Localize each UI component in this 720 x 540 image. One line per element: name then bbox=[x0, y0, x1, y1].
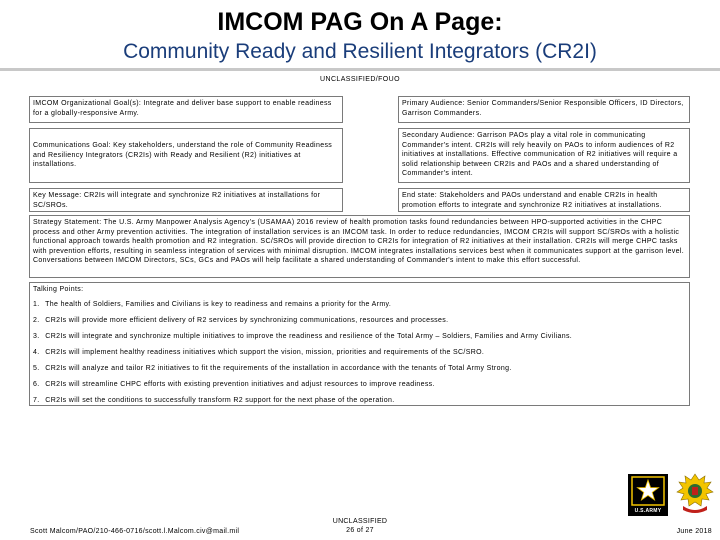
end-state-box: End state: Stakeholders and PAOs understand and enable CR2Is in health promotion efforts to integrate and synchronize R2 initiatives at installations. bbox=[398, 188, 690, 212]
footer-classification: UNCLASSIFIED bbox=[332, 518, 388, 525]
communications-goal-box: Communications Goal: Key stakeholders, understand the role of Community Readiness and Resiliency Integrators (CR2Is) with Ready and Resilient (R2) initiatives at installations. bbox=[29, 128, 343, 183]
army-logo-text: U.S.ARMY bbox=[634, 508, 662, 514]
crest-icon bbox=[675, 472, 715, 516]
strategy-statement-box: Strategy Statement: The U.S. Army Manpower Analysis Agency's (USAMAA) 2016 review of health promotion tasks found redundancies between HPO-supported activities in the CHPC process and other Army prevention activities. The integration of installation services is an IMCOM task. In order to reduce redundancies, IMCOM CR2Is will support SC/SROs with a holistic functional approach towards health promotion and R2 integration. SC/SROs will provide direction to CR2Is for integration of R2 initiatives at their installation. CR2Is will merge CHPC tasks with prevention efforts, resulting in seamless integration of services with minimal disruption. IMCOM integrates installations services best when it communicates support at the garrison level. Conversations between IMCOM Directors, SCs, GCs and PAOs will help facilitate a shared understanding of Commander's intent to make this effort successful. bbox=[29, 215, 690, 278]
talking-point-number: 5. bbox=[33, 364, 40, 372]
army-star-icon bbox=[628, 474, 668, 508]
header-divider bbox=[0, 68, 720, 71]
footer-contact: Scott Malcom/PAO/210-466-0716/scott.l.Malcom.civ@mail.mil bbox=[30, 528, 240, 535]
classification-marking: UNCLASSIFIED/FOUO bbox=[320, 76, 400, 83]
talking-point-text: CR2Is will integrate and synchronize multiple initiatives to improve the readiness and resilience of the Total Army – Soldiers, Families and Army Civilians. bbox=[45, 332, 573, 340]
talking-point-text: CR2Is will provide more efficient delivery of R2 services by synchronizing communications, resources and processes. bbox=[45, 316, 449, 324]
talking-point-number: 3. bbox=[33, 332, 40, 340]
talking-point-number: 2. bbox=[33, 316, 40, 324]
talking-point-number: 1. bbox=[33, 300, 40, 308]
footer-classification-block bbox=[310, 517, 410, 535]
us-army-logo bbox=[628, 474, 668, 516]
organizational-goal-box: IMCOM Organizational Goal(s): Integrate and deliver base support to enable readiness for a globally-responsive Army. bbox=[29, 96, 343, 123]
talking-point-text: CR2Is will set the conditions to successfully transform R2 support for the next phase of the operation. bbox=[45, 396, 395, 404]
talking-point-text: The health of Soldiers, Families and Civilians is key to readiness and remains a priority for the Army. bbox=[45, 300, 392, 308]
talking-point bbox=[33, 300, 686, 310]
talking-points-heading: Talking Points: bbox=[33, 286, 84, 293]
talking-point-number: 6. bbox=[33, 380, 40, 388]
page-number: 26 of 27 bbox=[346, 527, 374, 534]
talking-point bbox=[33, 332, 686, 342]
page-subtitle: Community Ready and Resilient Integrators (CR2I) bbox=[123, 40, 597, 63]
talking-point-number: 7. bbox=[33, 396, 40, 404]
talking-point bbox=[33, 364, 686, 374]
talking-point bbox=[33, 348, 686, 358]
talking-point-text: CR2Is will streamline CHPC efforts with existing prevention initiatives and adjust resources to improve readiness. bbox=[45, 380, 435, 388]
primary-audience-box: Primary Audience: Senior Commanders/Senior Responsible Officers, ID Directors, Garrison Commanders. bbox=[398, 96, 690, 123]
page-title: IMCOM PAG On A Page: bbox=[217, 8, 503, 36]
talking-point-text: CR2Is will analyze and tailor R2 initiatives to fit the requirements of the installation in accordance with the tenants of Total Army Strong. bbox=[45, 364, 512, 372]
talking-point bbox=[33, 380, 686, 390]
header bbox=[0, 0, 720, 76]
key-message-box: Key Message: CR2Is will integrate and synchronize R2 initiatives at installations for SC/SROs. bbox=[29, 188, 343, 212]
imcom-crest-logo bbox=[675, 472, 715, 516]
secondary-audience-box: Secondary Audience: Garrison PAOs play a vital role in communicating Commander's intent. CR2Is will rely heavily on PAOs to inform audiences of R2 initiatives at installations. Effective communication of R2 initiatives will require a solid relationship between CR2Is and PAOs and a shared understanding of Commander's intent. bbox=[398, 128, 690, 183]
talking-point-text: CR2Is will implement healthy readiness initiatives which support the vision, mission, priorities and requirements of the SC/SRO. bbox=[45, 348, 485, 356]
talking-point-number: 4. bbox=[33, 348, 40, 356]
talking-points-box bbox=[29, 282, 690, 406]
footer-date: June 2018 bbox=[676, 528, 712, 535]
talking-point bbox=[33, 316, 686, 326]
talking-point bbox=[33, 396, 686, 406]
